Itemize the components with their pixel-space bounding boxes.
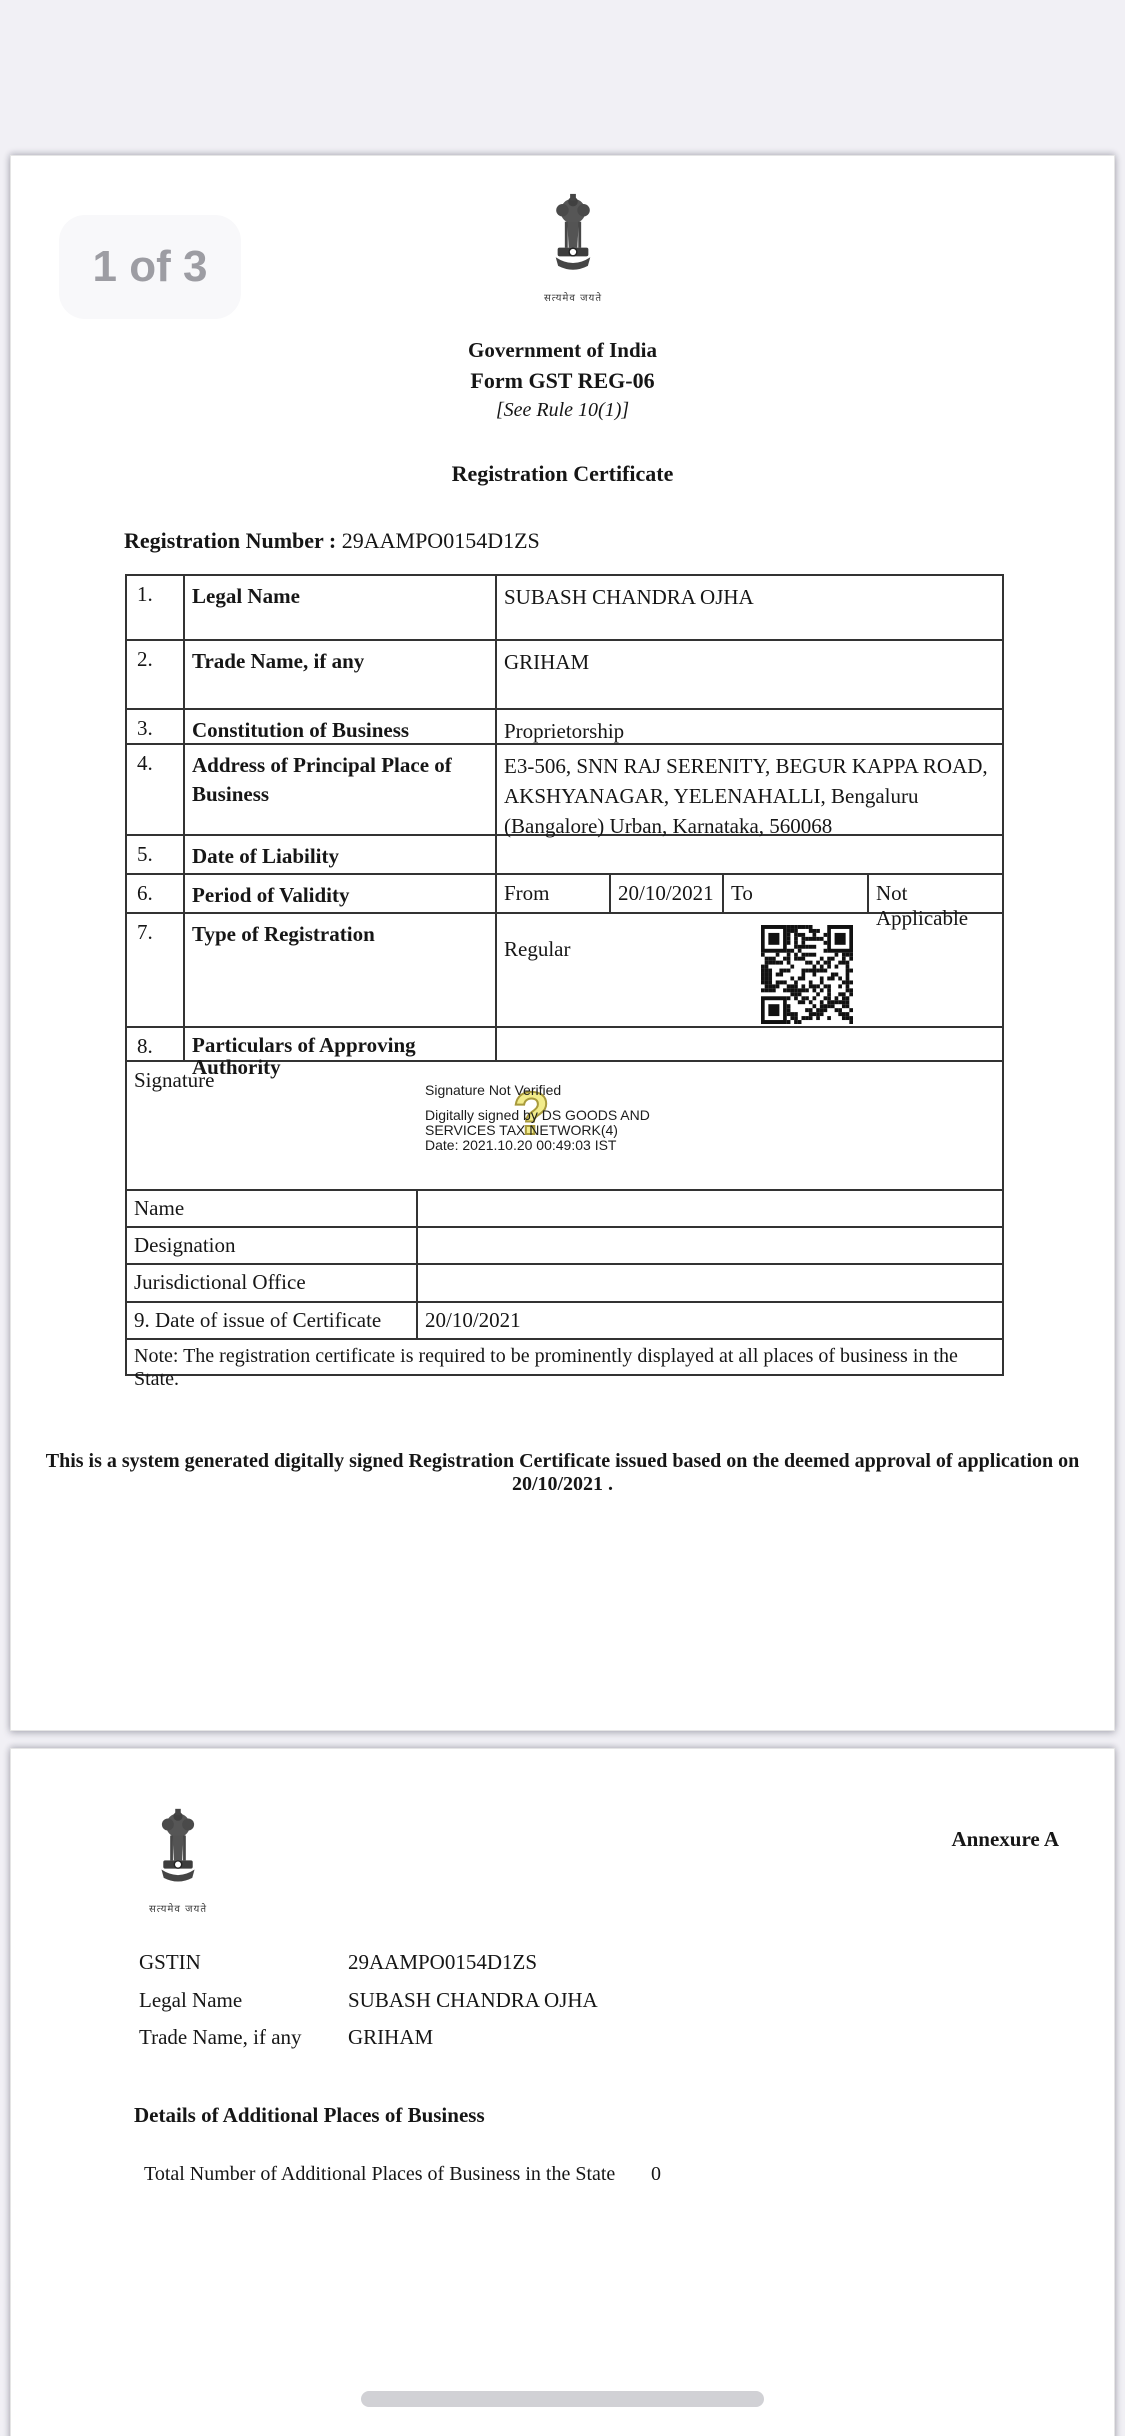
table-row-name — [127, 1191, 1002, 1228]
digital-signature-stamp — [425, 1082, 650, 1153]
row-number: 5. — [127, 836, 185, 873]
row-label: Address of Principal Place of Business — [185, 745, 497, 834]
document-page-1[interactable] — [10, 155, 1115, 1731]
row-value: Proprietorship — [504, 719, 625, 743]
table-row — [127, 641, 1002, 710]
row-number: 7. — [127, 914, 185, 1026]
row-label: Period of Validity — [185, 875, 497, 912]
row-label: Particulars of Approving Authority — [185, 1028, 497, 1060]
table-row — [127, 836, 1002, 875]
home-indicator[interactable] — [361, 2391, 764, 2407]
row-number: 8. — [127, 1028, 185, 1060]
registration-number-line — [124, 528, 540, 554]
registration-number-value: 29AAMPO0154D1ZS — [341, 528, 540, 553]
row-value — [497, 1028, 1002, 1060]
row-number: 1. — [127, 576, 185, 639]
row-value: GRIHAM — [504, 650, 590, 674]
signature-status-text: Signature Not Verified — [425, 1082, 562, 1098]
validity-from-date: 20/10/2021 — [609, 875, 722, 912]
validity-to-value: Not Applicable — [867, 875, 1002, 912]
total-places-label: Total Number of Additional Places of Business in the State — [144, 2163, 616, 2185]
header-form-name: Form GST REG-06 — [470, 368, 655, 393]
page-indicator-label: 1 of 3 — [92, 242, 208, 291]
header-government-of-india: Government of India — [468, 338, 657, 362]
table-row-period-of-validity — [127, 875, 1002, 930]
signature-label: Signature — [134, 1068, 215, 1092]
india-emblem — [134, 1807, 222, 1915]
signature-date-line: Date: 2021.10.20 00:49:03 IST — [425, 1137, 617, 1153]
signature-signer-line: Digitally signed by DS GOODS AND — [425, 1107, 650, 1123]
row-value: E3-506, SNN RAJ SERENITY, BEGUR KAPPA ROAD, AKSHYANAGAR, YELENAHALLI, Bengaluru (Bangalore) Urban, Karnataka, 560068 — [504, 754, 988, 838]
row-number: 3. — [127, 710, 185, 743]
field-value: SUBASH CHANDRA OJHA — [348, 1988, 598, 2012]
page-indicator-badge — [59, 215, 241, 319]
validity-from-label: From — [504, 881, 550, 905]
row-number: 4. — [127, 745, 185, 834]
row-value: SUBASH CHANDRA OJHA — [504, 585, 754, 609]
row-value — [418, 1265, 1002, 1301]
registration-number-label: Registration Number : — [124, 528, 337, 553]
note-text: Note: The registration certificate is required to be prominently displayed at all places of business in the State. — [134, 1345, 958, 1390]
row-value: 20/10/2021 — [425, 1308, 521, 1332]
table-row-designation — [127, 1228, 1002, 1265]
table-row — [127, 576, 1002, 641]
emblem-caption: सत्यमेव जयते — [148, 1904, 208, 1915]
qr-code — [761, 925, 853, 1024]
table-row — [127, 710, 1002, 745]
signature-signer-line: SERVICES TAX NETWORK(4) — [425, 1122, 618, 1138]
ashoka-emblem-icon — [134, 1807, 222, 1899]
additional-places-heading: Details of Additional Places of Business — [134, 2103, 485, 2127]
total-places-value: 0 — [651, 2163, 661, 2185]
row-label: Trade Name, if any — [185, 641, 497, 708]
row-value — [418, 1191, 1002, 1226]
row-label: Legal Name — [185, 576, 497, 639]
row-label: Name — [127, 1191, 418, 1226]
field-label: Trade Name, if any — [139, 2025, 302, 2049]
row-number: 6. — [127, 875, 185, 912]
field-label: Legal Name — [139, 1988, 243, 2012]
ashoka-emblem-icon — [534, 192, 612, 288]
emblem-caption: सत्यमेव जयते — [543, 293, 603, 304]
row-label: Date of Liability — [185, 836, 497, 873]
india-emblem — [534, 192, 612, 304]
validity-unknown-question-mark-icon: ? — [513, 1080, 550, 1147]
row-label: Constitution of Business — [185, 710, 497, 743]
table-row-type-of-registration — [127, 914, 1002, 1028]
header-rule-reference: [See Rule 10(1)] — [495, 399, 630, 421]
table-row-note — [127, 1340, 1002, 1390]
field-value: 29AAMPO0154D1ZS — [348, 1950, 538, 1974]
row-number: 2. — [127, 641, 185, 708]
header-certificate-title: Registration Certificate — [451, 461, 674, 486]
document-page-2[interactable] — [10, 1748, 1115, 2436]
row-value — [418, 1228, 1002, 1263]
certificate-table — [125, 574, 1004, 1390]
table-row-jurisdictional-office — [127, 1265, 1002, 1303]
field-value: GRIHAM — [348, 2025, 434, 2049]
table-row — [127, 1028, 1002, 1079]
table-row — [127, 745, 1002, 836]
row-value: Regular — [504, 937, 571, 961]
field-label: GSTIN — [139, 1950, 201, 1974]
row-label: Type of Registration — [185, 914, 497, 1026]
system-generated-note: This is a system generated digitally signed Registration Certificate issued based on the deemed approval of application on 20/10/2021 . — [45, 1450, 1080, 1495]
row-label: Jurisdictional Office — [127, 1265, 418, 1301]
signature-row — [127, 1062, 1002, 1191]
row-label: 9. Date of issue of Certificate — [127, 1303, 418, 1338]
annexure-a-heading: Annexure A — [951, 1827, 1059, 1851]
row-value — [497, 836, 1002, 873]
table-row-date-of-issue — [127, 1303, 1002, 1340]
validity-to-label: To — [722, 875, 867, 912]
row-label: Designation — [127, 1228, 418, 1263]
